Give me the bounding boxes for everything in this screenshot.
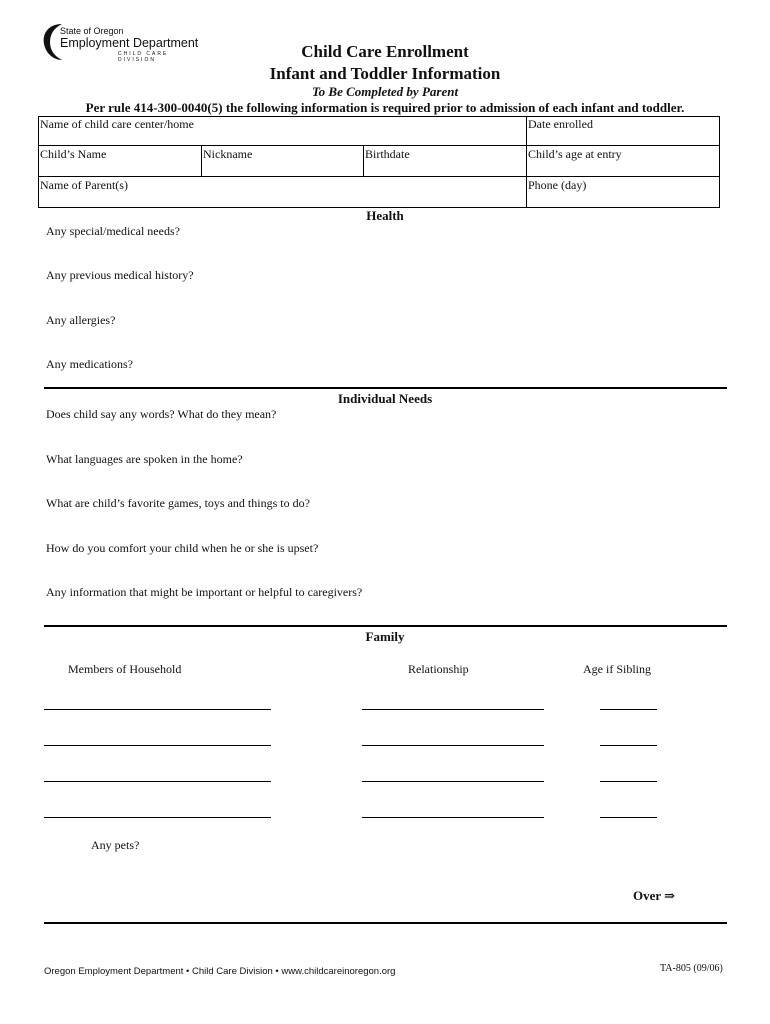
box-divider [526,117,527,207]
age-column-header: Age if Sibling [583,662,651,676]
parents-name-field[interactable]: Name of Parent(s) [40,178,128,192]
box-divider [39,176,719,177]
page-title: Child Care Enrollment [301,42,469,61]
date-enrolled-field[interactable]: Date enrolled [528,117,593,131]
relationship-line[interactable] [362,745,544,746]
sibling-age-line[interactable] [600,745,657,746]
relationship-column-header: Relationship [408,662,469,676]
special-needs-question[interactable]: Any special/medical needs? [46,224,180,238]
member-name-line[interactable] [44,781,271,782]
section-divider [44,625,727,627]
sibling-age-line[interactable] [600,781,657,782]
form-number: TA-805 (09/06) [660,963,723,974]
sibling-age-line[interactable] [600,817,657,818]
phone-day-field[interactable]: Phone (day) [528,178,587,192]
box-divider [39,145,719,146]
logo-state-text: State of Oregon [60,26,124,36]
health-heading: Health [366,208,404,223]
medications-question[interactable]: Any medications? [46,357,133,371]
sibling-age-line[interactable] [600,709,657,710]
footer-divider [44,922,727,924]
rule-note: Per rule 414-300-0040(5) the following information is required prior to admission of each infant and toddler. [85,100,685,115]
box-divider [363,145,364,176]
member-name-line[interactable] [44,745,271,746]
favorites-question[interactable]: What are child’s favorite games, toys and things to do? [46,496,310,510]
member-name-line[interactable] [44,817,271,818]
individual-needs-heading: Individual Needs [337,391,433,406]
section-divider [44,387,727,389]
comfort-question[interactable]: How do you comfort your child when he or she is upset? [46,541,319,555]
relationship-line[interactable] [362,709,544,710]
members-column-header: Members of Household [68,662,182,676]
relationship-line[interactable] [362,817,544,818]
completed-by-note: To Be Completed by Parent [311,84,459,99]
page-subtitle: Infant and Toddler Information [269,64,501,83]
medical-history-question[interactable]: Any previous medical history? [46,268,194,282]
logo-division-text: CHILD CARE DIVISION [118,51,169,63]
languages-question[interactable]: What languages are spoken in the home? [46,452,243,466]
allergies-question[interactable]: Any allergies? [46,313,116,327]
box-divider [201,145,202,176]
pets-question[interactable]: Any pets? [91,838,140,852]
words-question[interactable]: Does child say any words? What do they mean? [46,407,277,421]
relationship-line[interactable] [362,781,544,782]
helpful-info-question[interactable]: Any information that might be important or helpful to caregivers? [46,585,363,599]
footer-agency-line: Oregon Employment Department • Child Care Division • www.childcareinoregon.org [44,966,396,977]
over-indicator: Over ⇒ [633,888,676,903]
age-at-entry-field[interactable]: Child’s age at entry [528,147,622,161]
center-name-field[interactable]: Name of child care center/home [40,117,194,131]
birthdate-field[interactable]: Birthdate [365,147,410,161]
family-heading: Family [365,629,405,644]
child-info-box [38,116,720,208]
childs-name-field[interactable]: Child’s Name [40,147,107,161]
nickname-field[interactable]: Nickname [203,147,253,161]
logo-agency-text: Employment Department [60,36,199,50]
member-name-line[interactable] [44,709,271,710]
